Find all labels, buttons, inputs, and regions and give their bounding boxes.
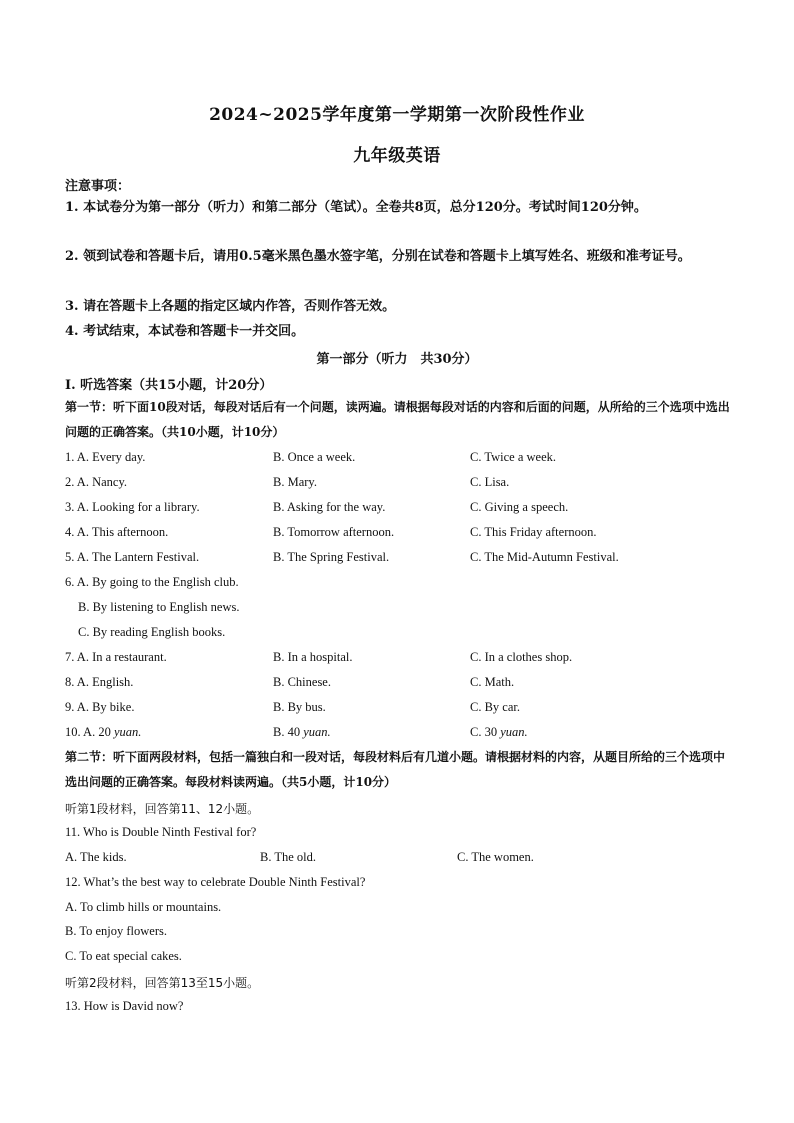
option-b: B. Mary. [273, 475, 317, 489]
option-a: 7. A. In a restaurant. [65, 650, 167, 664]
notes-heading: 注意事项： [65, 179, 131, 194]
option-a: 8. A. English. [65, 675, 134, 689]
option-b: B. The Spring Festival. [273, 550, 390, 564]
unit-yuan: yuan. [500, 725, 528, 739]
option-a: 10. A. 20 yuan. [65, 725, 142, 739]
option-c: C. Math. [470, 675, 515, 689]
section-heading: Ⅰ. 听选答案（共15小题，计20分） [65, 378, 273, 393]
page-subtitle: 九年级英语 [353, 146, 441, 166]
question-6-option-a: 6. A. By going to the English club. [65, 575, 239, 589]
option-b: B. Tomorrow afternoon. [273, 525, 395, 539]
option-c: C. Giving a speech. [470, 500, 569, 514]
question-12-option-b: B. To enjoy flowers. [65, 924, 168, 938]
option-a: 1. A. Every day. [65, 450, 146, 464]
question-12: 12. What’s the best way to celebrate Double Ninth Festival? [65, 875, 366, 889]
option-b: B. The old. [260, 850, 317, 864]
question-12-option-a: A. To climb hills or mountains. [65, 900, 222, 914]
option-a: A. The kids. [65, 850, 127, 864]
question-13: 13. How is David now? [65, 999, 184, 1013]
option-a: 3. A. Looking for a library. [65, 500, 200, 514]
question-6-option-c: C. By reading English books. [78, 625, 226, 639]
page-title: 2024~2025学年度第一学期第一次阶段性作业 [209, 105, 585, 125]
question-row-10 [0, 725, 794, 745]
option-a: 2. A. Nancy. [65, 475, 128, 489]
material-1-intro: 听第1段材料，回答第11、12小题。 [65, 802, 260, 816]
unit-yuan: yuan. [303, 725, 331, 739]
option-c: C. By car. [470, 700, 520, 714]
question-row-7 [0, 650, 794, 670]
question-6-option-b: B. By listening to English news. [78, 600, 240, 614]
option-c: C. The Mid-Autumn Festival. [470, 550, 619, 564]
question-row-11 [0, 850, 794, 870]
note-item-3: 3. 请在答题卡上各题的指定区域内作答，否则作答无效。 [65, 299, 396, 314]
question-row-2 [0, 475, 794, 495]
section1-instruction: 第一节：听下面10段对话，每段对话后有一个问题，读两遍。请根据每段对话的内容和后面的问题，从所给的三个选项中选出问题的正确答案。（共10小题，计10分） [65, 400, 730, 439]
question-row-1 [0, 450, 794, 470]
option-c: C. The women. [457, 850, 534, 864]
question-row-5 [0, 550, 794, 570]
section2-instruction: 第二节：听下面两段材料，包括一篇独白和一段对话，每段材料后有几道小题。请根据材料的内容，从题目所给的三个选项中选出问题的正确答案。每段材料读两遍。（共5小题，计10分） [65, 750, 726, 789]
option-b: B. Chinese. [273, 675, 331, 689]
question-row-3 [0, 500, 794, 520]
option-b: B. Asking for the way. [273, 500, 386, 514]
option-b: B. In a hospital. [273, 650, 353, 664]
option-a: 5. A. The Lantern Festival. [65, 550, 200, 564]
question-12-option-c: C. To eat special cakes. [65, 949, 182, 963]
part-one-title: 第一部分（听力 共30分） [316, 352, 478, 367]
material-2-intro: 听第2段材料，回答第13至15小题。 [65, 976, 260, 990]
option-c: C. Lisa. [470, 475, 510, 489]
note-item-1: 1. 本试卷分为第一部分（听力）和第二部分（笔试）。全卷共8页，总分120分。考试时间120分钟。 [65, 200, 647, 215]
option-b: B. 40 yuan. [273, 725, 331, 739]
option-b: B. By bus. [273, 700, 326, 714]
question-11: 11. Who is Double Ninth Festival for? [65, 825, 257, 839]
option-c: C. In a clothes shop. [470, 650, 573, 664]
note-item-4: 4. 考试结束，本试卷和答题卡一并交回。 [65, 324, 305, 339]
unit-yuan: yuan. [113, 725, 142, 739]
option-c: C. Twice a week. [470, 450, 557, 464]
question-row-4 [0, 525, 794, 545]
question-row-9 [0, 700, 794, 720]
option-b: B. Once a week. [273, 450, 356, 464]
option-a: 4. A. This afternoon. [65, 525, 169, 539]
note-item-2: 2. 领到试卷和答题卡后，请用0.5毫米黑色墨水签字笔，分别在试卷和答题卡上填写姓名、班级和准考证号。 [65, 249, 691, 264]
option-c: C. This Friday afternoon. [470, 525, 597, 539]
question-row-8 [0, 675, 794, 695]
option-c: C. 30 yuan. [470, 725, 528, 739]
option-a: 9. A. By bike. [65, 700, 135, 714]
